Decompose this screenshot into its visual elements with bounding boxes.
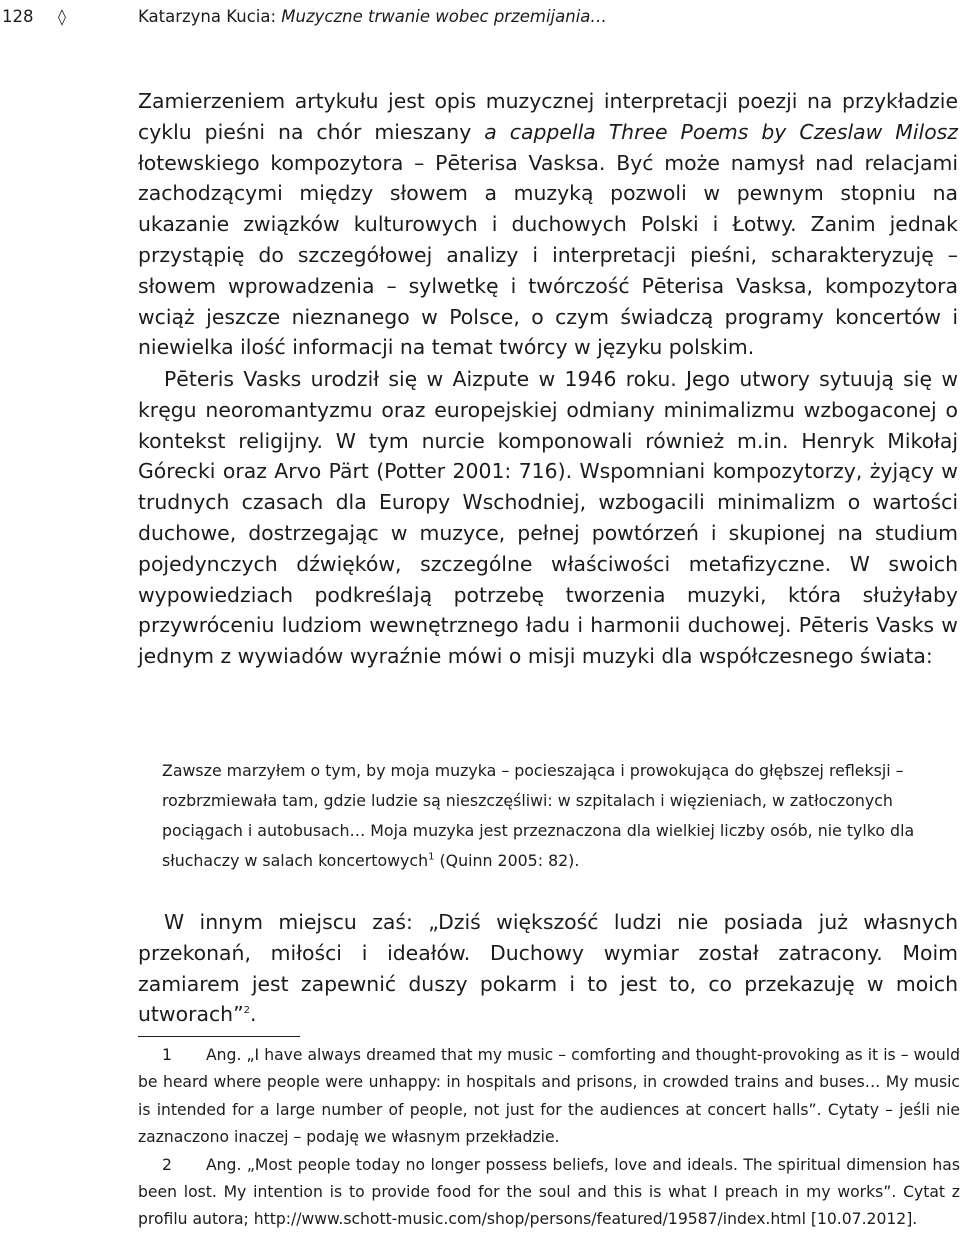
footnote-number-2: 2 [162, 1155, 172, 1174]
running-title [138, 4, 607, 30]
block-quote [162, 756, 938, 876]
paragraph-intro-part1: Zamierzeniem artykułu jest opis muzycznej interpretacji poezji na przykładzie cyklu pieśni na chór mieszany [138, 89, 958, 144]
footnote-number-1: 1 [162, 1046, 172, 1064]
paragraph-intro-italic: a cappella Three Poems by Czeslaw Milosz [484, 119, 959, 144]
paragraph-another-quote-end: . [250, 1002, 257, 1027]
footnote-2 [138, 1152, 960, 1234]
footnote-text-2: Ang. „Most people today no longer possess beliefs, love and ideals. The spiritual dimension has been lost. My intention is to provide food for the soul and this is what I preach in my works”. Cytat z profilu autora; http://www.schott-music.com/shop/persons/featured/19587/index.html [10.07.2012]. [138, 1155, 960, 1229]
block-quote-citation: (Quinn 2005: 82). [434, 851, 580, 870]
diamond-separator-icon: ◊ [58, 7, 66, 26]
running-header [0, 4, 960, 30]
running-title-italic: Muzyczne trwanie wobec przemijania… [281, 7, 607, 26]
paragraph-another-quote-text: W innym miejscu zaś: „Dziś większość ludzi nie posiada już własnych przekonań, miłości i ideałów. Duchowy wymiar został zatracony. Moim zamiarem jest zapewnić duszy pokarm i to jest to, co przekazuję w moich utworach” [138, 910, 958, 1027]
footnote-separator-rule [138, 1036, 300, 1037]
footnote-ref-1: 1 [428, 851, 435, 863]
paragraph-intro-part2: łotewskiego kompozytora – Pēterisa Vasksa. Być może namysł nad relacjami zachodzącymi między słowem a muzyką pozwoli w pewnym stopniu na ukazanie związków kulturowych i duchowych Polski i Łotwy. Zanim jednak przystąpię do szczegółowej analizy i interpretacji pieśni, scharakteryzuję – słowem wprowadzenia – sylwetkę i twórczość Pēterisa Vasksa, kompozytora wciąż jeszcze nieznanego w Polsce, o czym świadczą programy koncertów i niewielka ilość informacji na temat twórcy w języku polskim. [138, 150, 958, 360]
page-number: 128 [2, 7, 34, 26]
footnote-1 [138, 1042, 960, 1152]
paragraph-vasks-text: Pēteris Vasks urodził się w Aizpute w 1946 roku. Jego utwory sytuują się w kręgu neoromantyzmu oraz europejskiej odmiany minimalizmu wzbogaconej o kontekst religijny. W tym nurcie komponowali również m.in. Henryk Mikołaj Górecki oraz Arvo Pärt (Potter 2001: 716). Wspomniani kompozytorzy, żyjący w trudnych czasach dla Europy Wschodniej, wzbogacili minimalizm o wartości duchowe, dostrzegając w muzyce, pełnej powtórzeń i skupionej na studium pojedynczych dźwięków, szczególne właściwości metafizyczne. W swoich wypowiedziach podkreślają potrzebę tworzenia muzyki, która służyłaby przywróceniu ludziom wewnętrznego ładu i harmonii duchowej. Pēteris Vasks w jednym z wywiadów wyraźnie mówi o misji muzyki dla współczesnego świata: [138, 367, 958, 669]
paragraph-vasks-biography [138, 364, 958, 672]
running-author: Katarzyna Kucia: [138, 7, 282, 26]
paragraph-intro [138, 86, 958, 363]
footnote-ref-2: 2 [243, 1005, 251, 1017]
footnotes [138, 1042, 960, 1234]
paragraph-another-quote [138, 907, 958, 1030]
block-quote-text: Zawsze marzyłem o tym, by moja muzyka – pocieszająca i prowokująca do głębszej refleksji – rozbrzmiewała tam, gdzie ludzie są nieszczęśliwi: w szpitalach i więzieniach, w zatłoczonych pociągach i autobusach… Moja muzyka jest przeznaczona dla wielkiej liczby osób, nie tylko dla słuchaczy w salach koncertowych [162, 761, 915, 870]
footnote-text-1: Ang. „I have always dreamed that my music – comforting and thought-provoking as it is – would be heard where people were unhappy: in hospitals and prisons, in crowded trains and buses… My music is intended for a large number of people, not just for the audiences at concert halls”. Cytaty – jeśli nie zaznaczono inaczej – podaję we własnym przekładzie. [138, 1046, 960, 1147]
